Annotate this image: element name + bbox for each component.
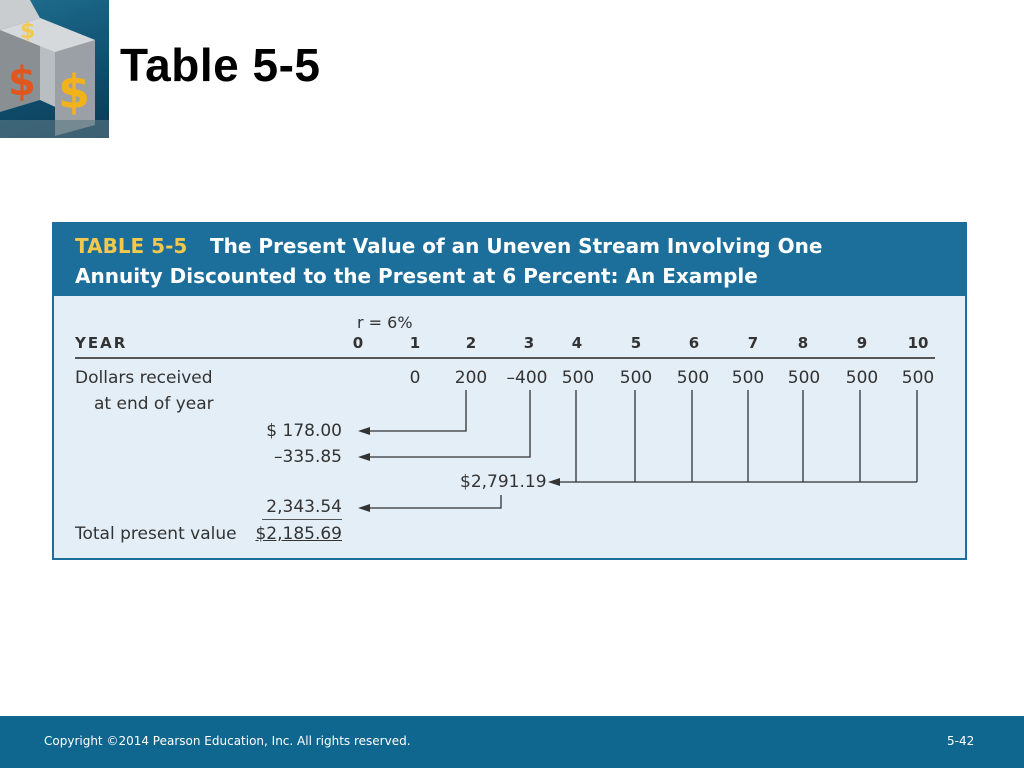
- cash-flow-year-7: 500: [731, 368, 765, 388]
- dollars-label-line2: at end of year: [94, 394, 214, 414]
- total-value: $2,185.69: [255, 524, 342, 544]
- pv-annuity: 2,343.54: [266, 497, 342, 517]
- year-6: 6: [688, 334, 700, 352]
- arrow-year-2: [362, 390, 466, 431]
- year-0: 0: [352, 334, 364, 352]
- pv-year-2: $ 178.00: [266, 421, 342, 441]
- cash-flow-year-10: 500: [901, 368, 935, 388]
- dollar-cube-icon: [0, 0, 109, 138]
- cash-flow-year-4: 500: [561, 368, 595, 388]
- rate-label: r = 6%: [357, 313, 413, 332]
- arrowhead-year-2: [358, 427, 370, 435]
- table-figure: [52, 222, 967, 560]
- year-8: 8: [797, 334, 809, 352]
- total-label: Total present value: [75, 524, 237, 544]
- arrowhead-annuity: [548, 478, 560, 486]
- svg-text:$: $: [8, 59, 36, 105]
- footer-bar: [0, 716, 1024, 768]
- table-title-line2: Annuity Discounted to the Present at 6 Percent: An Example: [75, 264, 758, 288]
- arrow-year-3: [362, 390, 530, 457]
- year-10: 10: [907, 334, 929, 352]
- table-label: TABLE 5-5: [75, 234, 188, 258]
- dollars-label-line1: Dollars received: [75, 368, 213, 388]
- year-header: YEAR: [75, 334, 128, 352]
- year-7: 7: [747, 334, 759, 352]
- cash-flow-year-6: 500: [676, 368, 710, 388]
- year-5: 5: [630, 334, 642, 352]
- slide-title: Table 5-5: [120, 39, 321, 91]
- dollar-cube-logo: [0, 0, 109, 138]
- pv-year-3: –335.85: [274, 447, 342, 467]
- cash-flow-year-8: 500: [787, 368, 821, 388]
- cash-flow-year-3: –400: [506, 368, 548, 388]
- year-3: 3: [523, 334, 535, 352]
- flow-arrows: [54, 224, 965, 558]
- annuity-value: $2,791.19: [460, 472, 547, 492]
- cash-flow-year-5: 500: [619, 368, 653, 388]
- year-4: 4: [571, 334, 583, 352]
- cash-flow-year-1: 0: [409, 368, 421, 388]
- cash-flow-year-2: 200: [454, 368, 488, 388]
- year-1: 1: [409, 334, 421, 352]
- year-2: 2: [465, 334, 477, 352]
- svg-text:$: $: [20, 19, 36, 44]
- arrowhead-annuity-pv: [358, 504, 370, 512]
- arrowhead-year-3: [358, 453, 370, 461]
- svg-text:$: $: [58, 65, 91, 119]
- year-9: 9: [856, 334, 868, 352]
- cash-flow-year-9: 500: [845, 368, 879, 388]
- arrow-annuity-pv: [362, 495, 501, 508]
- table-title-line1: The Present Value of an Uneven Stream Involving One: [210, 234, 823, 258]
- copyright-text: Copyright ©2014 Pearson Education, Inc. All rights reserved.: [44, 734, 411, 748]
- page-number: 5-42: [947, 734, 975, 748]
